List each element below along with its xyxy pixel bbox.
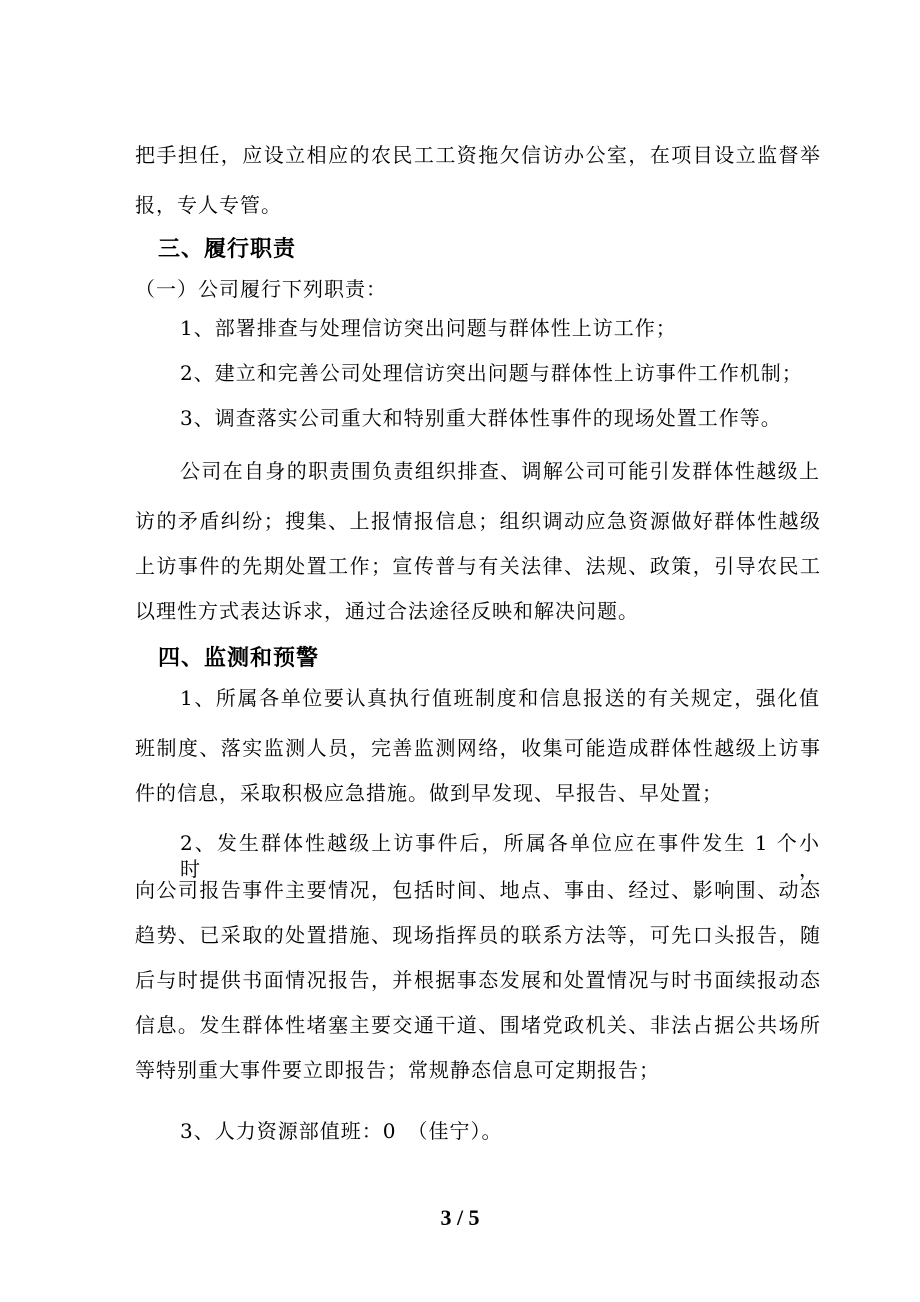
paragraph-line: 件的信息，采取积极应急措施。做到早发现、早报告、早处置； [135, 781, 723, 805]
section-heading: 四、监测和预警 [158, 645, 320, 671]
page-number: 3 / 5 [440, 1205, 480, 1230]
paragraph-line: 3、人力资源部值班：0 （佳宁）。 [180, 1119, 503, 1143]
paragraph-line: 访的矛盾纠纷；搜集、上报情报信息；组织调动应急资源做好群体性越级 [135, 509, 821, 533]
paragraph-line: 2、发生群体性越级上访事件后，所属各单位应在事件发生 1 个小时， [180, 831, 820, 881]
paragraph-line: 1、所属各单位要认真执行值班制度和信息报送的有关规定，强化值 [180, 686, 820, 710]
paragraph-line: 等特别重大事件要立即报告；常规静态信息可定期报告； [135, 1058, 660, 1082]
paragraph-line: 信息。发生群体性堵塞主要交通干道、围堵党政机关、非法占据公共场所 [135, 1013, 821, 1037]
section-heading: 三、履行职责 [158, 236, 297, 262]
paragraph-line: 报，专人专管。 [135, 193, 282, 217]
list-item: 2、建立和完善公司处理信访突出问题与群体性上访事件工作机制； [180, 361, 803, 385]
paragraph-line: 后与时提供书面情况报告，并根据事态发展和处置情况与时书面续报动态 [135, 968, 821, 992]
subsection-heading: （一）公司履行下列职责： [135, 277, 387, 301]
paragraph-line: 把手担任，应设立相应的农民工工资拖欠信访办公室，在项目设立监督举 [135, 143, 821, 167]
list-item: 3、调查落实公司重大和特别重大群体性事件的现场处置工作等。 [180, 406, 782, 430]
paragraph-line: 班制度、落实监测人员，完善监测网络，收集可能造成群体性越级上访事 [135, 736, 821, 760]
paragraph-line: 向公司报告事件主要情况，包括时间、地点、事由、经过、影响围、动态 [135, 878, 821, 902]
paragraph-line: 以理性方式表达诉求，通过合法途径反映和解决问题。 [135, 599, 639, 623]
paragraph-line: 趋势、已采取的处置措施、现场指挥员的联系方法等，可先口头报告，随 [135, 923, 821, 947]
paragraph-line: 公司在自身的职责围负责组织排查、调解公司可能引发群体性越级上 [180, 459, 820, 483]
paragraph-line: 上访事件的先期处置工作；宣传普与有关法律、法规、政策，引导农民工 [135, 554, 821, 578]
list-item: 1、部署排查与处理信访突出问题与群体性上访工作； [180, 316, 677, 340]
